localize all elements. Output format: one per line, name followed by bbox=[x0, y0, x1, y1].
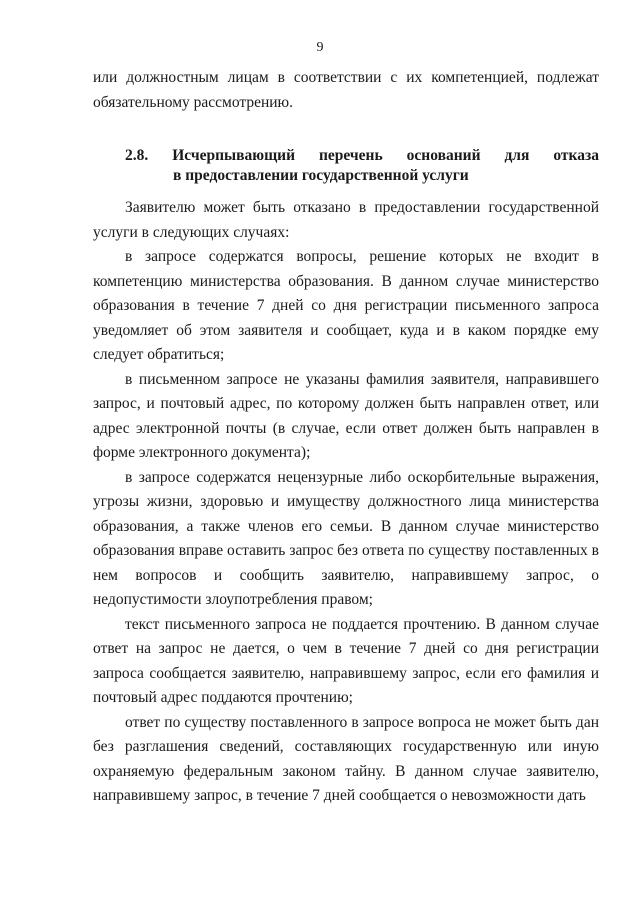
section-body bbox=[93, 196, 599, 809]
heading-word: перечень bbox=[319, 147, 383, 164]
heading-word: Исчерпывающий bbox=[172, 147, 296, 164]
section-heading bbox=[125, 146, 599, 186]
body-paragraph: ответ по существу поставленного в запросе вопроса не может быть дан без разглашения сведений, составляющих государственную или иную охраняемую федеральным законом тайну. В данном случае заявителю, направившему запрос, в течение 7 дней сообщается о невозможности дать bbox=[93, 713, 599, 804]
body-paragraph: Заявителю может быть отказано в предоставлении государственной услуги в следующих случаях: bbox=[93, 199, 599, 241]
heading-word: для bbox=[504, 147, 530, 164]
body-paragraph: текст письменного запроса не поддается прочтению. В данном случае ответ на запрос не дается, о чем в течение 7 дней со дня регистрации запроса сообщается заявителю, направившему запрос, если его фамилия и почтовый адрес поддаются прочтению; bbox=[93, 615, 599, 706]
body-paragraph: в письменном запросе не указаны фамилия заявителя, направившего запрос, и почтовый адрес, по которому должен быть направлен ответ, или адрес электронной почты (в случае, если ответ должен быть направлен в форме электронного документа); bbox=[93, 370, 599, 461]
body-paragraph: в запросе содержатся нецензурные либо оскорбительные выражения, угрозы жизни, здоровью и имуществу должностного лица министерства образования, а также членов его семьи. В данном случае министерство образования вправе оставить запрос без ответа по существу поставленных в нем вопросов и сообщить заявителю, направившему запрос, о недопустимости злоупотребления правом; bbox=[93, 468, 599, 608]
heading-word: оснований bbox=[406, 147, 481, 164]
section-heading-line2: в предоставлении государственной услуги bbox=[173, 167, 469, 184]
heading-word: отказа bbox=[553, 147, 599, 164]
page-number: 9 bbox=[316, 40, 324, 55]
section-number: 2.8. bbox=[125, 147, 149, 164]
body-paragraph: в запросе содержатся вопросы, решение которых не входит в компетенцию министерства образования. В данном случае министерство образования в течение 7 дней со дня регистрации письменного запроса уведомляет об этом заявителя и сообщает, куда и в каком порядке ему следует обратиться; bbox=[93, 248, 599, 363]
continuation-paragraph: или должностным лицам в соответствии с их компетенцией, подлежат обязательному рассмотрению. bbox=[93, 69, 599, 111]
section-heading-line1 bbox=[125, 146, 599, 166]
continuation-text bbox=[93, 66, 599, 115]
